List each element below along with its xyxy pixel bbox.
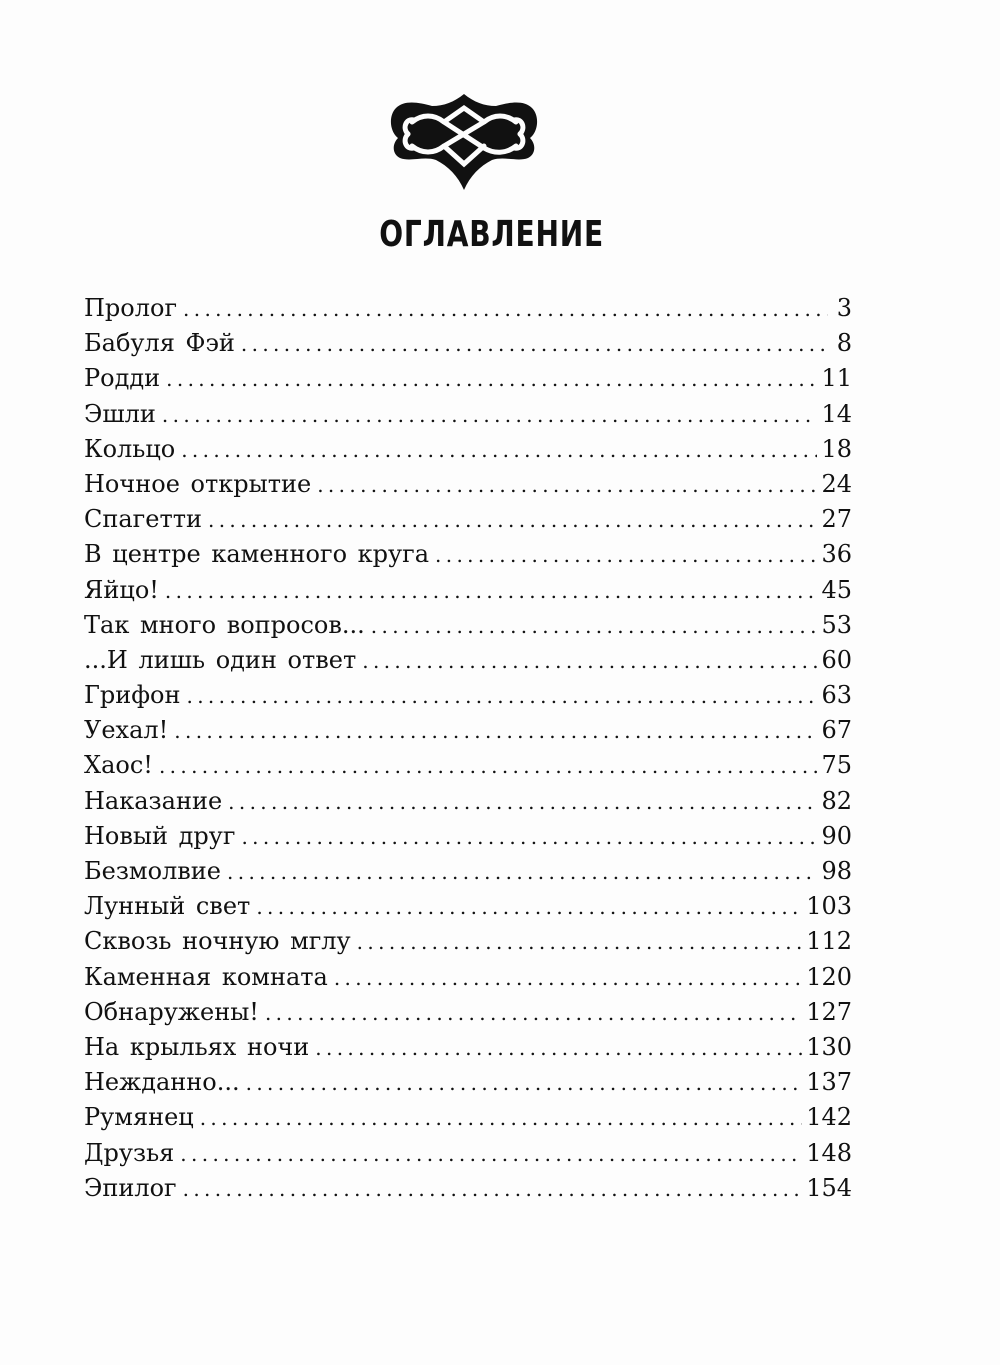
toc-entry: [84, 329, 852, 364]
toc-entry: [84, 400, 852, 435]
toc-entry: [84, 751, 852, 786]
toc-entry-page-number: 67: [821, 716, 852, 745]
toc-entry: [84, 857, 852, 892]
toc-dot-leader: [159, 754, 818, 778]
toc-entry: [84, 822, 852, 857]
toc-entry-page-number: 45: [821, 575, 852, 604]
toc-entry-title: Новый друг: [84, 821, 236, 850]
toc-entry-title: Уехал!: [84, 716, 169, 745]
toc-dot-leader: [265, 1001, 802, 1025]
toc-entry: [84, 435, 852, 470]
toc-entry-page-number: 137: [806, 1068, 852, 1097]
toc-dot-leader: [256, 895, 802, 919]
toc-dot-leader: [200, 1106, 802, 1130]
toc-entry-title: Румянец: [84, 1103, 194, 1132]
toc-entry-page-number: 130: [806, 1032, 852, 1061]
toc-entry: [84, 646, 852, 681]
toc-entry-title: Грифон: [84, 681, 181, 710]
toc-dot-leader: [165, 579, 818, 603]
toc-entry-page-number: 90: [821, 821, 852, 850]
toc-entry-page-number: 36: [821, 540, 852, 569]
toc-entry-title: Ночное открытие: [84, 469, 312, 498]
toc-entry: [84, 505, 852, 540]
toc-dot-leader: [362, 649, 817, 673]
toc-entry-page-number: 53: [821, 610, 852, 639]
toc-entry-page-number: 142: [806, 1103, 852, 1132]
toc-entry: [84, 611, 852, 646]
toc-dot-leader: [241, 332, 828, 356]
toc-dot-leader: [435, 543, 817, 567]
toc-entry-page-number: 3: [836, 294, 852, 322]
toc-entry: [84, 927, 852, 962]
toc-dot-leader: [246, 1071, 803, 1095]
toc-entry: [84, 576, 852, 611]
toc-entry-title: Безмолвие: [84, 857, 222, 885]
toc-entry-page-number: 120: [806, 962, 852, 991]
toc-entry: [84, 540, 852, 575]
toc-dot-leader: [183, 297, 828, 321]
toc-entry: [84, 963, 852, 998]
toc-dot-leader: [183, 1177, 803, 1201]
table-of-contents: [84, 294, 852, 1209]
toc-dot-leader: [180, 1142, 802, 1166]
toc-entry: [84, 364, 852, 399]
toc-entry-title: Лунный свет: [84, 892, 251, 921]
toc-dot-leader: [166, 367, 817, 391]
toc-entry-page-number: 14: [821, 399, 852, 428]
toc-entry: [84, 1033, 852, 1068]
toc-dot-leader: [174, 719, 817, 743]
toc-entry: [84, 681, 852, 716]
toc-entry: [84, 1139, 852, 1174]
toc-dot-leader: [315, 1036, 802, 1060]
toc-entry: [84, 787, 852, 822]
toc-dot-leader: [186, 684, 817, 708]
toc-entry-page-number: 154: [806, 1173, 852, 1202]
toc-entry-page-number: 8: [836, 329, 852, 358]
toc-entry-title: Каменная комната: [84, 962, 328, 991]
toc-entry-title: Кольцо: [84, 434, 176, 463]
toc-entry-page-number: 82: [821, 786, 852, 815]
toc-dot-leader: [181, 438, 817, 462]
toc-dot-leader: [162, 403, 818, 427]
toc-entry-title: Яйцо!: [84, 575, 159, 604]
toc-entry-page-number: 24: [821, 469, 852, 498]
toc-entry: [84, 892, 852, 927]
toc-entry: [84, 1174, 852, 1209]
toc-entry-title: В центре каменного круга: [84, 540, 430, 569]
toc-dot-leader: [228, 790, 817, 814]
toc-entry-page-number: 75: [821, 751, 852, 780]
toc-entry-page-number: 27: [821, 505, 852, 534]
toc-entry-page-number: 112: [806, 927, 852, 956]
toc-entry-page-number: 148: [806, 1138, 852, 1167]
toc-entry-page-number: 60: [821, 645, 852, 674]
toc-entry-title: Друзья: [84, 1138, 175, 1167]
toc-entry-page-number: 98: [821, 857, 852, 885]
toc-entry-page-number: 127: [806, 997, 852, 1026]
toc-entry-title: На крыльях ночи: [84, 1032, 310, 1061]
toc-entry-title: Пролог: [84, 294, 178, 322]
toc-entry-title: Так много вопросов...: [84, 610, 365, 639]
toc-dot-leader: [227, 860, 817, 884]
toc-entry-page-number: 18: [821, 434, 852, 463]
page-title: ОГЛАВЛЕНИЕ: [379, 214, 604, 255]
toc-entry: [84, 470, 852, 505]
toc-entry-title: Хаос!: [84, 751, 153, 780]
toc-entry-title: Эпилог: [84, 1173, 177, 1202]
toc-entry-title: Эшли: [84, 399, 156, 428]
toc-entry: [84, 1068, 852, 1103]
toc-entry-title: Нежданно...: [84, 1068, 240, 1097]
toc-entry: [84, 294, 852, 329]
toc-entry-title: Сквозь ночную мглу: [84, 927, 351, 956]
toc-entry-title: Бабуля Фэй: [84, 329, 235, 358]
celtic-knot-ornament-icon: [388, 92, 540, 192]
toc-entry-page-number: 103: [806, 892, 852, 921]
toc-entry-title: Наказание: [84, 786, 223, 815]
toc-entry-page-number: 63: [821, 681, 852, 710]
toc-dot-leader: [208, 508, 817, 532]
toc-dot-leader: [371, 614, 818, 638]
toc-entry-page-number: 11: [821, 364, 852, 393]
toc-entry: [84, 716, 852, 751]
toc-entry-title: Спагетти: [84, 505, 202, 534]
toc-entry: [84, 1103, 852, 1138]
toc-dot-leader: [241, 825, 817, 849]
toc-dot-leader: [357, 930, 803, 954]
toc-dot-leader: [317, 473, 817, 497]
toc-entry-title: Родди: [84, 364, 161, 393]
toc-entry-title: ...И лишь один ответ: [84, 645, 357, 674]
toc-entry-title: Обнаружены!: [84, 997, 259, 1026]
toc-dot-leader: [334, 966, 802, 990]
toc-entry: [84, 998, 852, 1033]
